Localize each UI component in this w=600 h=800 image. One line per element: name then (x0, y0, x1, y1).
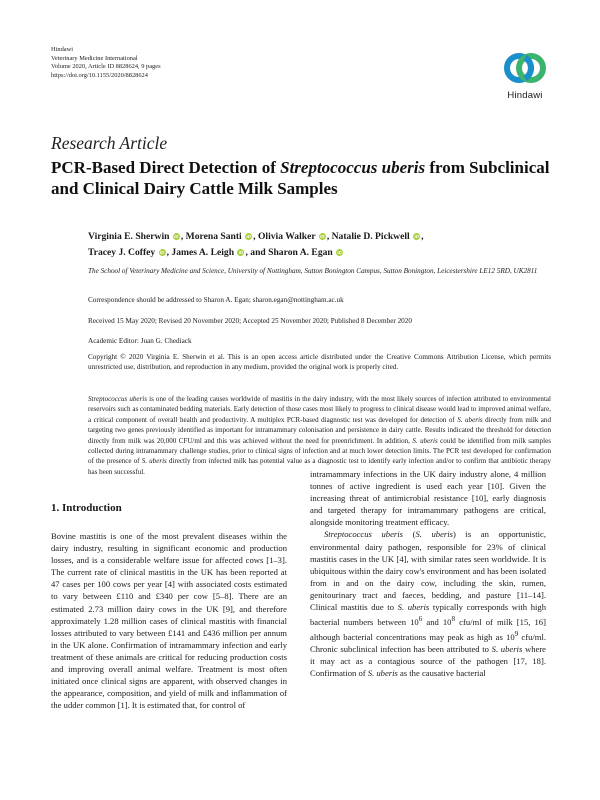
publisher-name: Hindawi (51, 46, 74, 53)
text-run: and 10 (422, 616, 452, 627)
abstract-text: could be identified from milk samples collected during intramammary challenge studies, prior to clinical signs of infection and at much lower detection limits. The PCR test developed for confirmation of the presence of (88, 436, 552, 466)
author-separator: , (253, 231, 258, 242)
orcid-icon[interactable]: iD (414, 234, 419, 239)
doi-link[interactable]: https://doi.org/10.1155/2020/8828624 (51, 71, 148, 79)
title-part-2: from Subclinical and Clinical Dairy Cattle Milk Samples (51, 158, 550, 198)
section-heading: 1. Introduction (51, 502, 122, 514)
abstract-species: S. uberis (141, 457, 167, 466)
orcid-icon[interactable]: iD (337, 249, 342, 255)
author-separator: , (326, 231, 332, 242)
abstract-species: S. uberis (412, 436, 438, 445)
author-name[interactable]: Virginia E. Sherwin (88, 231, 170, 242)
author-name[interactable]: James A. Leigh (171, 246, 235, 258)
superscript: 6 (418, 615, 423, 624)
abstract-text: directly from milk and targeting two genes previously identified as important for intramammary colonisation and persistence in dairy cattle. Results indicated the threshold for detection directly from milk was 20,000 CFU/ml and this was achieved without the need for preenrichment. In addition, (88, 415, 551, 445)
author-list (88, 229, 558, 260)
superscript: 8 (451, 615, 456, 624)
orcid-icon[interactable]: iD (320, 234, 325, 239)
hindawi-rings-icon (502, 47, 548, 89)
author-separator: , (180, 231, 186, 242)
author-separator: , (421, 231, 424, 242)
orcid-icon[interactable]: iD (246, 234, 251, 239)
article-title (51, 157, 551, 199)
superscript: 9 (514, 630, 519, 639)
orcid-icon[interactable]: iD (174, 234, 179, 239)
text-run: as the causative bacterial (397, 668, 486, 679)
species-name: S. uberis (415, 529, 453, 540)
intro-paragraph: intramammary infections in the UK dairy industry alone, 4 million tonnes of active ingredient is used each year [10]. Given the increasing threat of antimicrobial resistance [10], early diagnosis and targeted therapy for intramammary pathogens are critical, alongside monitoring treatment efficacy. (310, 469, 546, 528)
text-run: typically corresponds with high bacterial numbers between 10 (310, 602, 547, 627)
affiliation: The School of Veterinary Medicine and Science, University of Nottingham, Sutton Bonington Campus, Sutton Bonington, Leicestershire LE12 5RD, UK2811 (88, 267, 538, 275)
author-separator: , and (245, 246, 269, 258)
intro-paragraph (310, 528, 546, 679)
species-name: S. uberis (491, 644, 523, 655)
abstract-text: directly from infected milk has potential value as a diagnostic test to identify early infection and/or to confirm that antibiotic therapy has been successful. (88, 457, 551, 476)
species-name: Streptococcus uberis (324, 529, 403, 540)
abstract-species: Streptococcus uberis (88, 395, 147, 403)
text-run: cfu/ml. Chronic subclinical infection has been attributed to (310, 631, 546, 655)
intro-paragraph: Bovine mastitis is one of the most prevalent diseases within the dairy industry, resulting in significant economic and production losses, and is a considerable welfare issue for affected cows [1–3]. The current rate of clinical mastitis in the UK has been reported at 47 cases per 100 cows per year [4] with associated costs estimated to vary between £110 and £340 per cow [5–8]. There are an estimated 2.73 million dairy cows in the UK [9], and therefore approximately 1.28 million cases of clinical mastitis with financial losses attributed to vary between £141 and £436 million per annum in the UK alone. Confirmation of intramammary infection and early treatment of these animals are critical for reducing production costs and improving overall animal welfare. Treatment is most often initiated once clinical signs are apparent, with observed changes in the appearance, composition, and yield of milk and inflammation of the udder common [1]. It is estimated that, for control of (51, 531, 287, 711)
abstract (88, 394, 551, 477)
text-run: ( (402, 529, 416, 540)
title-species: Streptococcus uberis (280, 158, 426, 177)
species-name: S. uberis (397, 602, 430, 613)
publication-dates: Received 15 May 2020; Revised 20 November 2020; Accepted 25 November 2020; Published 8 December 2020 (88, 317, 412, 325)
article-type: Research Article (51, 133, 168, 153)
text-run: ) is an opportunistic, environmental dairy pathogen, responsible for 23% of clinical mastitis cases in the UK [4], with similar rates seen worldwide. It is ubiquitous within the dairy cow's environment and has been isolated from in and on the dairy cow, including the skin, rumen, genitourinary tract and faeces, bedding, and pasture [11–14]. Clinical mastitis due to (310, 529, 546, 613)
species-name: S. uberis (367, 668, 398, 679)
author-name[interactable]: Sharon A. Egan (268, 246, 333, 258)
academic-editor: Academic Editor: Juan G. Chediack (88, 337, 192, 345)
orcid-icon[interactable]: iD (159, 249, 165, 255)
orcid-icon[interactable]: iD (238, 249, 244, 255)
copyright-notice: Copyright © 2020 Virginia E. Sherwin et al. This is an open access article distributed under the Creative Commons Attribution License, which permits unrestricted use, distribution, and reproduction in any medium, provided the original work is properly cited. (88, 353, 551, 372)
correspondence: Correspondence should be addressed to Sharon A. Egan; sharon.egan@nottingham.ac.uk (88, 296, 344, 304)
body-column-right (310, 468, 546, 679)
volume-info: Volume 2020, Article ID 8828624, 9 pages (51, 63, 161, 71)
hindawi-logo (497, 47, 553, 107)
author-name[interactable]: Natalie D. Pickwell (331, 231, 410, 242)
abstract-species: S. uberis (457, 415, 483, 424)
title-part-1: PCR-Based Direct Detection of (51, 158, 281, 177)
logo-text: Hindawi (507, 90, 543, 101)
text-run: cfu/ml of milk [15, 16] although bacterial concentrations may peak as high as 10 (310, 616, 546, 642)
journal-meta (51, 46, 161, 80)
author-name[interactable]: Morena Santi (185, 231, 242, 242)
body-column-left (51, 530, 287, 711)
author-name[interactable]: Tracey J. Coffey (88, 246, 156, 258)
author-separator: , (166, 246, 172, 258)
journal-name: Veterinary Medicine International (51, 54, 138, 62)
author-name[interactable]: Olivia Walker (257, 231, 316, 242)
text-run: where it may act as a contagious source of the pathogen [17, 18]. Confirmation of (310, 644, 546, 679)
abstract-text: is one of the leading causes worldwide of mastitis in the dairy industry, with the most likely sources of infection attributed to environmental reservoirs such as contaminated bedding materials. Early detection of those cases most likely to progress to clinical disease would lead to improved animal welfare, a critical component of overall health and productivity. A multiplex PCR-based diagnostic test was developed for detection of (88, 395, 551, 424)
